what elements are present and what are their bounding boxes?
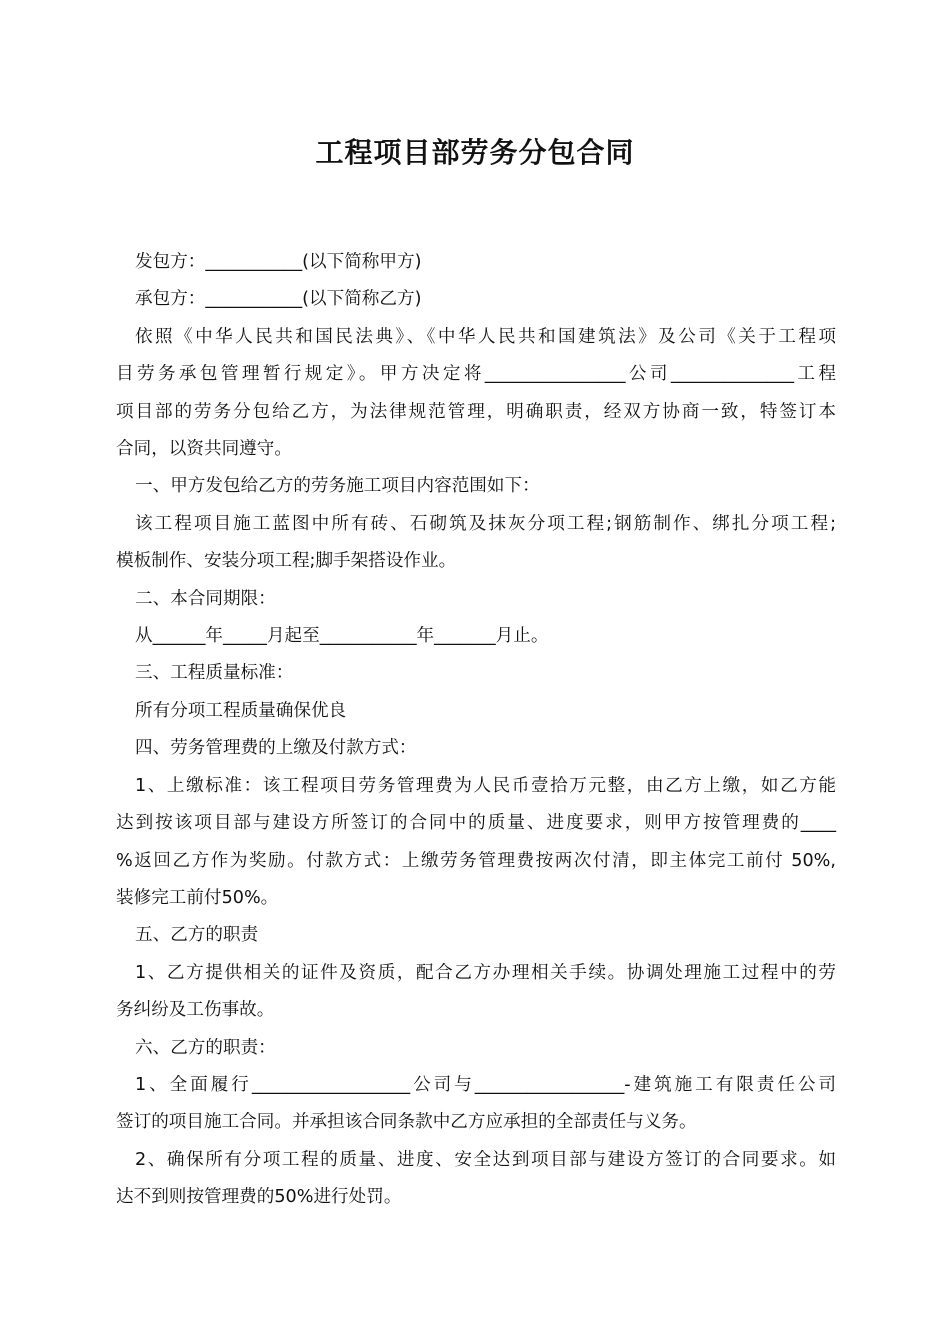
document-body (116, 244, 836, 1217)
quality-line: 所有分项工程质量确保优良 (135, 700, 347, 721)
text-line: 目劳务承包管理暂行规定》。甲方决定将________________公司______________工程 (116, 364, 836, 385)
section-heading: 四、劳务管理费的上缴及付款方式： (135, 738, 417, 759)
party-b-line: 承包方：___________(以下简称乙方) (135, 289, 422, 310)
text-line: 务纠纷及工伤事故。 (116, 1000, 275, 1021)
scope-paragraph (116, 506, 836, 581)
section-heading: 一、甲方发包给乙方的劳务施工项目内容范围如下： (135, 476, 540, 497)
text-line: 合同，以资共同遵守。 (116, 439, 292, 460)
section-heading: 五、乙方的职责 (135, 925, 259, 946)
text-line: 模板制作、安装分项工程;脚手架搭设作业。 (116, 551, 457, 572)
text-line: 2、确保所有分项工程的质量、进度、安全达到项目部与建设方签订的合同要求。如 (135, 1149, 836, 1170)
fee-paragraph (116, 768, 836, 918)
text-line: 该工程项目施工蓝图中所有砖、石砌筑及抹灰分项工程;钢筋制作、绑扎分项工程; (135, 513, 836, 534)
text-line: 1、上缴标准：该工程项目劳务管理费为人民币壹拾万元整，由乙方上缴，如乙方能 (135, 775, 836, 796)
text-line: 项目部的劳务分包给乙方，为法律规范管理，明确职责，经双方协商一致，特签订本 (116, 401, 836, 422)
text-line: 依照《中华人民共和国民法典》、《中华人民共和国建筑法》及公司《关于工程项 (135, 326, 836, 347)
duty-paragraph (116, 1067, 836, 1142)
section-heading: 三、工程质量标准： (135, 663, 294, 684)
text-line: 1、全面履行__________________公司与_________________-建筑施工有限责任公司 (135, 1074, 836, 1095)
text-line: %返回乙方作为奖励。付款方式：上缴劳务管理费按两次付清，即主体完工前付 50%, (116, 850, 836, 871)
duty-paragraph (116, 955, 836, 1030)
preamble-paragraph (116, 319, 836, 469)
term-line: 从______年_____月起至___________年_______月止。 (135, 626, 549, 647)
section-heading: 六、乙方的职责： (135, 1037, 276, 1058)
section-heading: 二、本合同期限： (135, 588, 276, 609)
text-line: 装修完工前付50%。 (116, 887, 279, 908)
text-line: 达不到则按管理费的50%进行处罚。 (116, 1187, 402, 1208)
document-title: 工程项目部劳务分包合同 (315, 136, 635, 169)
text-line: 达到按该项目部与建设方所签订的合同中的质量、进度要求，则甲方按管理费的____ (116, 813, 836, 834)
party-a-line: 发包方：___________(以下简称甲方) (135, 252, 422, 272)
text-line: 签订的项目施工合同。并承担该合同条款中乙方应承担的全部责任与义务。 (116, 1112, 697, 1133)
text-line: 1、乙方提供相关的证件及资质，配合乙方办理相关手续。协调处理施工过程中的劳 (135, 962, 836, 983)
duty-paragraph (116, 1142, 836, 1217)
